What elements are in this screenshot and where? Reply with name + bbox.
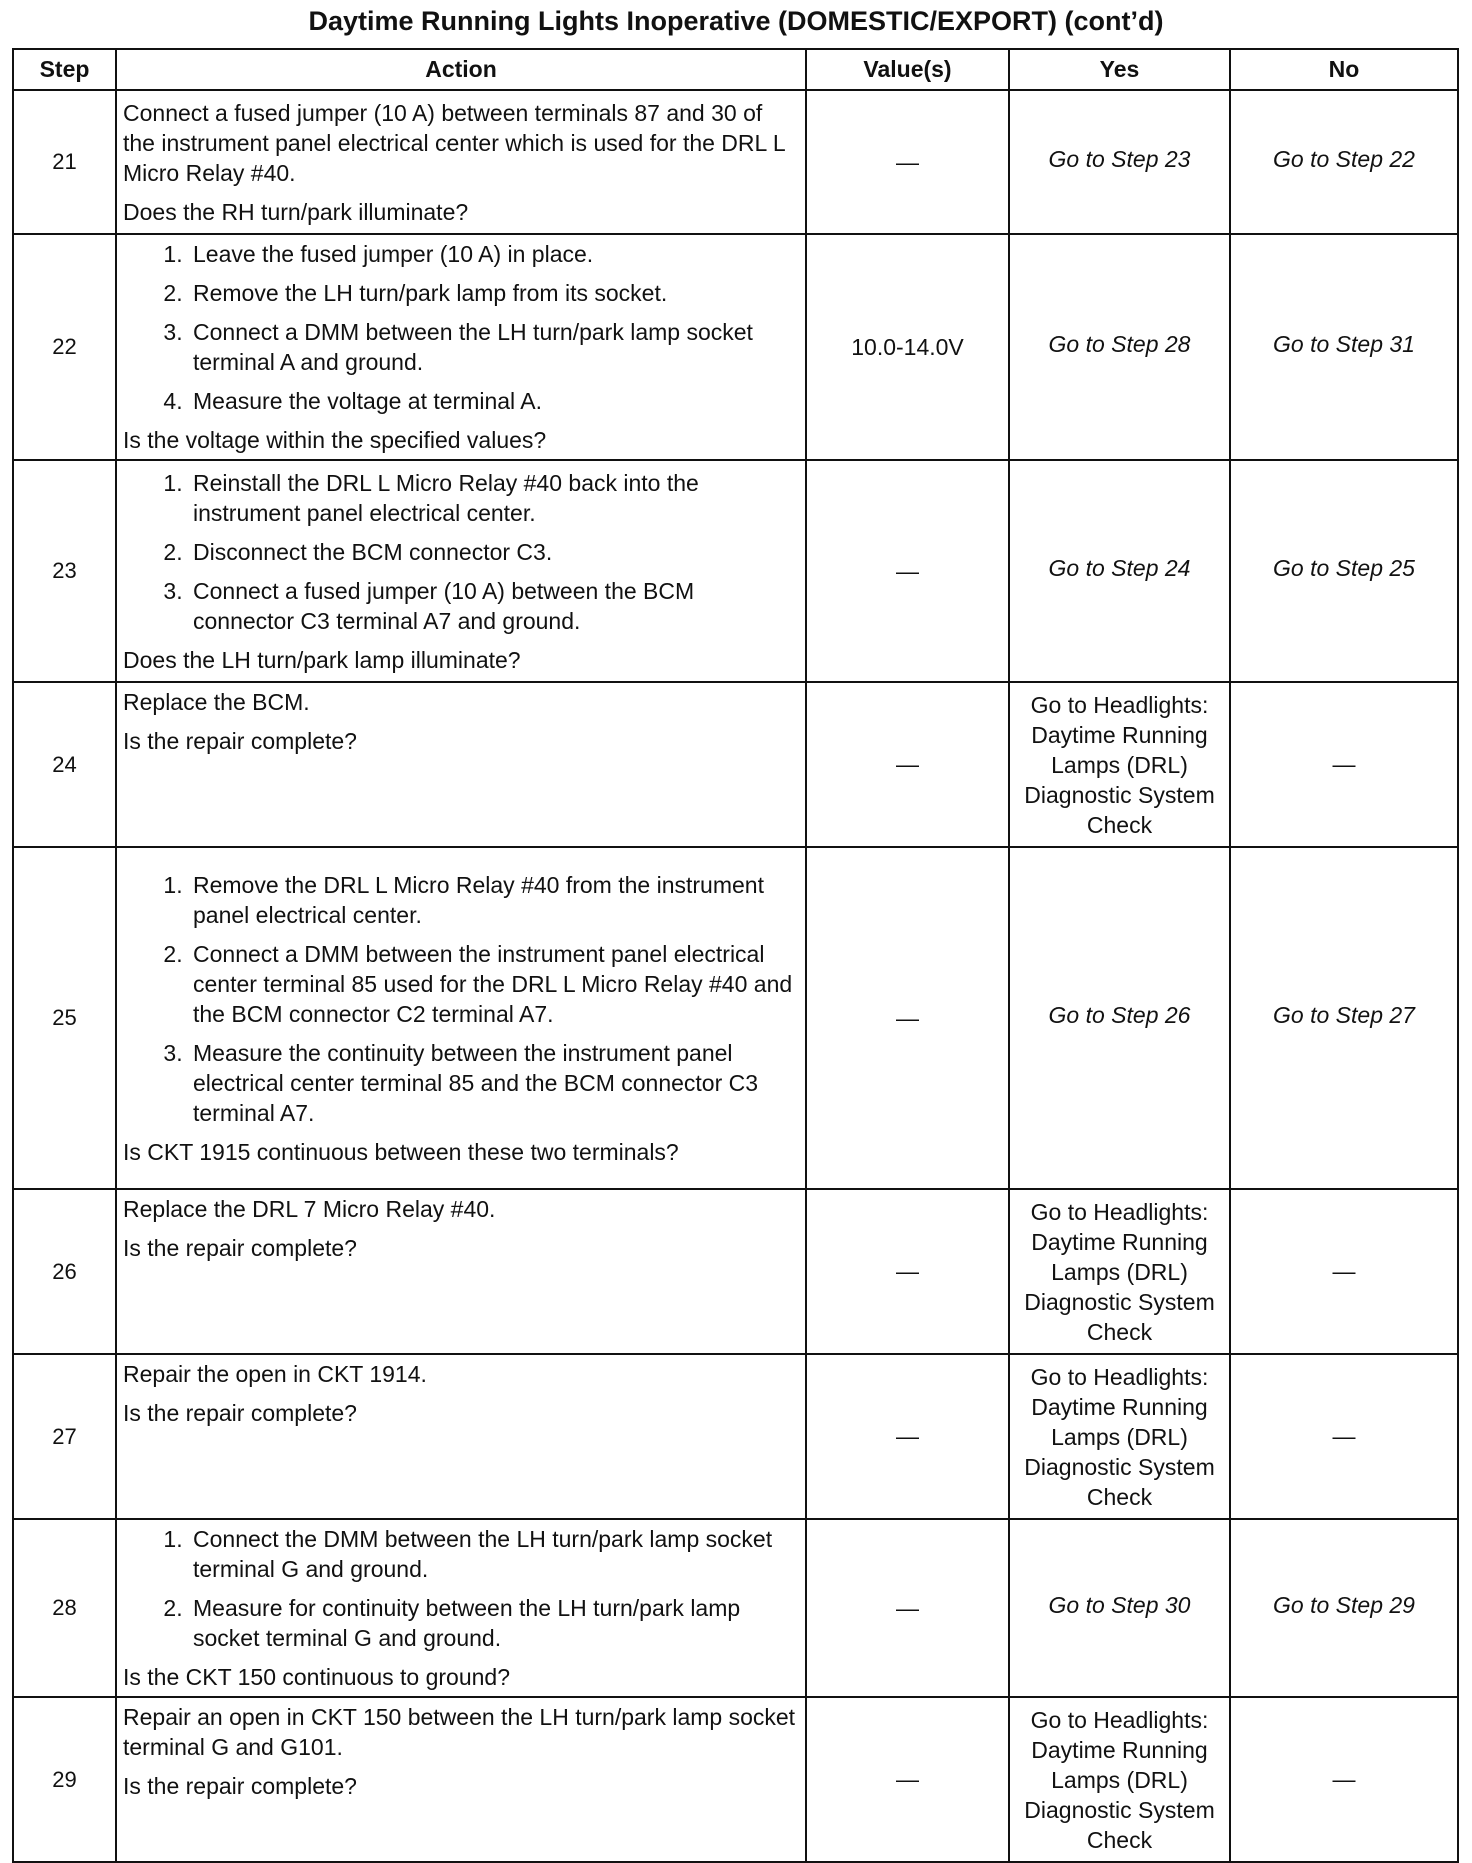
action-cell	[116, 1189, 806, 1354]
table-row	[13, 1189, 1458, 1354]
header-yes: Yes	[1009, 49, 1230, 90]
action-cell	[116, 1697, 806, 1862]
header-row	[13, 49, 1458, 90]
no-cell: Go to Step 25	[1230, 460, 1458, 682]
no-cell: Go to Step 31	[1230, 234, 1458, 460]
action-steps	[123, 239, 799, 416]
action-question: Is the CKT 150 continuous to ground?	[123, 1664, 511, 1690]
list-item: 2. Measure for continuity between the LH turn/park lamp socket terminal G and ground.	[189, 1593, 799, 1653]
list-item: 1. Remove the DRL L Micro Relay #40 from the instrument panel electrical center.	[189, 870, 799, 930]
step-number: 29	[13, 1697, 116, 1862]
action-cell	[116, 90, 806, 234]
action-cell	[116, 1354, 806, 1519]
action-text: Repair the open in CKT 1914.	[123, 1361, 427, 1387]
yes-cell: Go to Headlights: Daytime Running Lamps (DRL) Diagnostic System Check	[1009, 682, 1230, 847]
list-item: 2. Disconnect the BCM connector C3.	[189, 537, 799, 567]
action-steps	[123, 1524, 799, 1653]
no-cell: —	[1230, 1354, 1458, 1519]
action-question: Is the repair complete?	[123, 1235, 357, 1261]
action-question: Is the repair complete?	[123, 1773, 357, 1799]
action-question: Does the RH turn/park illuminate?	[123, 198, 469, 225]
step-number: 22	[13, 234, 116, 460]
action-steps	[123, 468, 799, 636]
value-cell: —	[806, 90, 1009, 234]
table-row	[13, 234, 1458, 460]
action-cell	[116, 1519, 806, 1697]
action-question: Is CKT 1915 continuous between these two terminals?	[123, 1138, 679, 1165]
yes-cell: Go to Step 24	[1009, 460, 1230, 682]
yes-cell: Go to Step 30	[1009, 1519, 1230, 1697]
header-step: Step	[13, 49, 116, 90]
no-cell: Go to Step 27	[1230, 847, 1458, 1189]
value-cell: —	[806, 682, 1009, 847]
no-cell: Go to Step 29	[1230, 1519, 1458, 1697]
value-cell: 10.0-14.0V	[806, 234, 1009, 460]
yes-cell: Go to Step 23	[1009, 90, 1230, 234]
table-row	[13, 682, 1458, 847]
value-cell: —	[806, 1189, 1009, 1354]
action-text: Repair an open in CKT 150 between the LH turn/park lamp socket terminal G and G101.	[123, 1704, 796, 1760]
step-number: 26	[13, 1189, 116, 1354]
table-row	[13, 1697, 1458, 1862]
list-item: 3. Measure the continuity between the instrument panel electrical center terminal 85 and the BCM connector C3 terminal A7.	[189, 1038, 799, 1128]
table-row	[13, 847, 1458, 1189]
table-row	[13, 90, 1458, 234]
list-item: 4. Measure the voltage at terminal A.	[189, 386, 799, 416]
no-cell: —	[1230, 1697, 1458, 1862]
action-cell	[116, 460, 806, 682]
yes-cell: Go to Step 28	[1009, 234, 1230, 460]
yes-cell: Go to Headlights: Daytime Running Lamps (DRL) Diagnostic System Check	[1009, 1697, 1230, 1862]
action-question: Does the LH turn/park lamp illuminate?	[123, 646, 521, 673]
table-row	[13, 1354, 1458, 1519]
table-row	[13, 1519, 1458, 1697]
step-number: 25	[13, 847, 116, 1189]
step-number: 24	[13, 682, 116, 847]
action-cell	[116, 847, 806, 1189]
no-cell: —	[1230, 682, 1458, 847]
header-values: Value(s)	[806, 49, 1009, 90]
action-question: Is the repair complete?	[123, 1400, 357, 1426]
action-cell	[116, 682, 806, 847]
list-item: 1. Connect the DMM between the LH turn/park lamp socket terminal G and ground.	[189, 1524, 799, 1584]
list-item: 1. Reinstall the DRL L Micro Relay #40 back into the instrument panel electrical center.	[189, 468, 799, 528]
action-text: Connect a fused jumper (10 A) between terminals 87 and 30 of the instrument panel electrical center which is used for the DRL L Micro Relay #40.	[123, 99, 785, 186]
list-item: 2. Remove the LH turn/park lamp from its socket.	[189, 278, 799, 308]
action-text: Replace the BCM.	[123, 689, 310, 715]
step-number: 27	[13, 1354, 116, 1519]
yes-cell: Go to Headlights: Daytime Running Lamps (DRL) Diagnostic System Check	[1009, 1189, 1230, 1354]
yes-cell: Go to Headlights: Daytime Running Lamps (DRL) Diagnostic System Check	[1009, 1354, 1230, 1519]
action-cell	[116, 234, 806, 460]
list-item: 3. Connect a DMM between the LH turn/park lamp socket terminal A and ground.	[189, 317, 799, 377]
table-row	[13, 460, 1458, 682]
diagnostic-table	[12, 48, 1459, 1863]
list-item: 3. Connect a fused jumper (10 A) between the BCM connector C3 terminal A7 and ground.	[189, 576, 799, 636]
header-action: Action	[116, 49, 806, 90]
action-question: Is the repair complete?	[123, 728, 357, 754]
action-text: Replace the DRL 7 Micro Relay #40.	[123, 1196, 496, 1222]
no-cell: —	[1230, 1189, 1458, 1354]
action-steps	[123, 870, 799, 1128]
value-cell: —	[806, 1519, 1009, 1697]
no-cell: Go to Step 22	[1230, 90, 1458, 234]
step-number: 23	[13, 460, 116, 682]
value-cell: —	[806, 1697, 1009, 1862]
header-no: No	[1230, 49, 1458, 90]
value-cell: —	[806, 460, 1009, 682]
list-item: 1. Leave the fused jumper (10 A) in place.	[189, 239, 799, 269]
step-number: 28	[13, 1519, 116, 1697]
value-cell: —	[806, 1354, 1009, 1519]
page-title: Daytime Running Lights Inoperative (DOMESTIC/EXPORT) (cont’d)	[308, 6, 1164, 36]
value-cell: —	[806, 847, 1009, 1189]
yes-cell: Go to Step 26	[1009, 847, 1230, 1189]
list-item: 2. Connect a DMM between the instrument panel electrical center terminal 85 used for the DRL L Micro Relay #40 and the BCM connector C2 terminal A7.	[189, 939, 799, 1029]
action-question: Is the voltage within the specified values?	[123, 427, 547, 453]
step-number: 21	[13, 90, 116, 234]
